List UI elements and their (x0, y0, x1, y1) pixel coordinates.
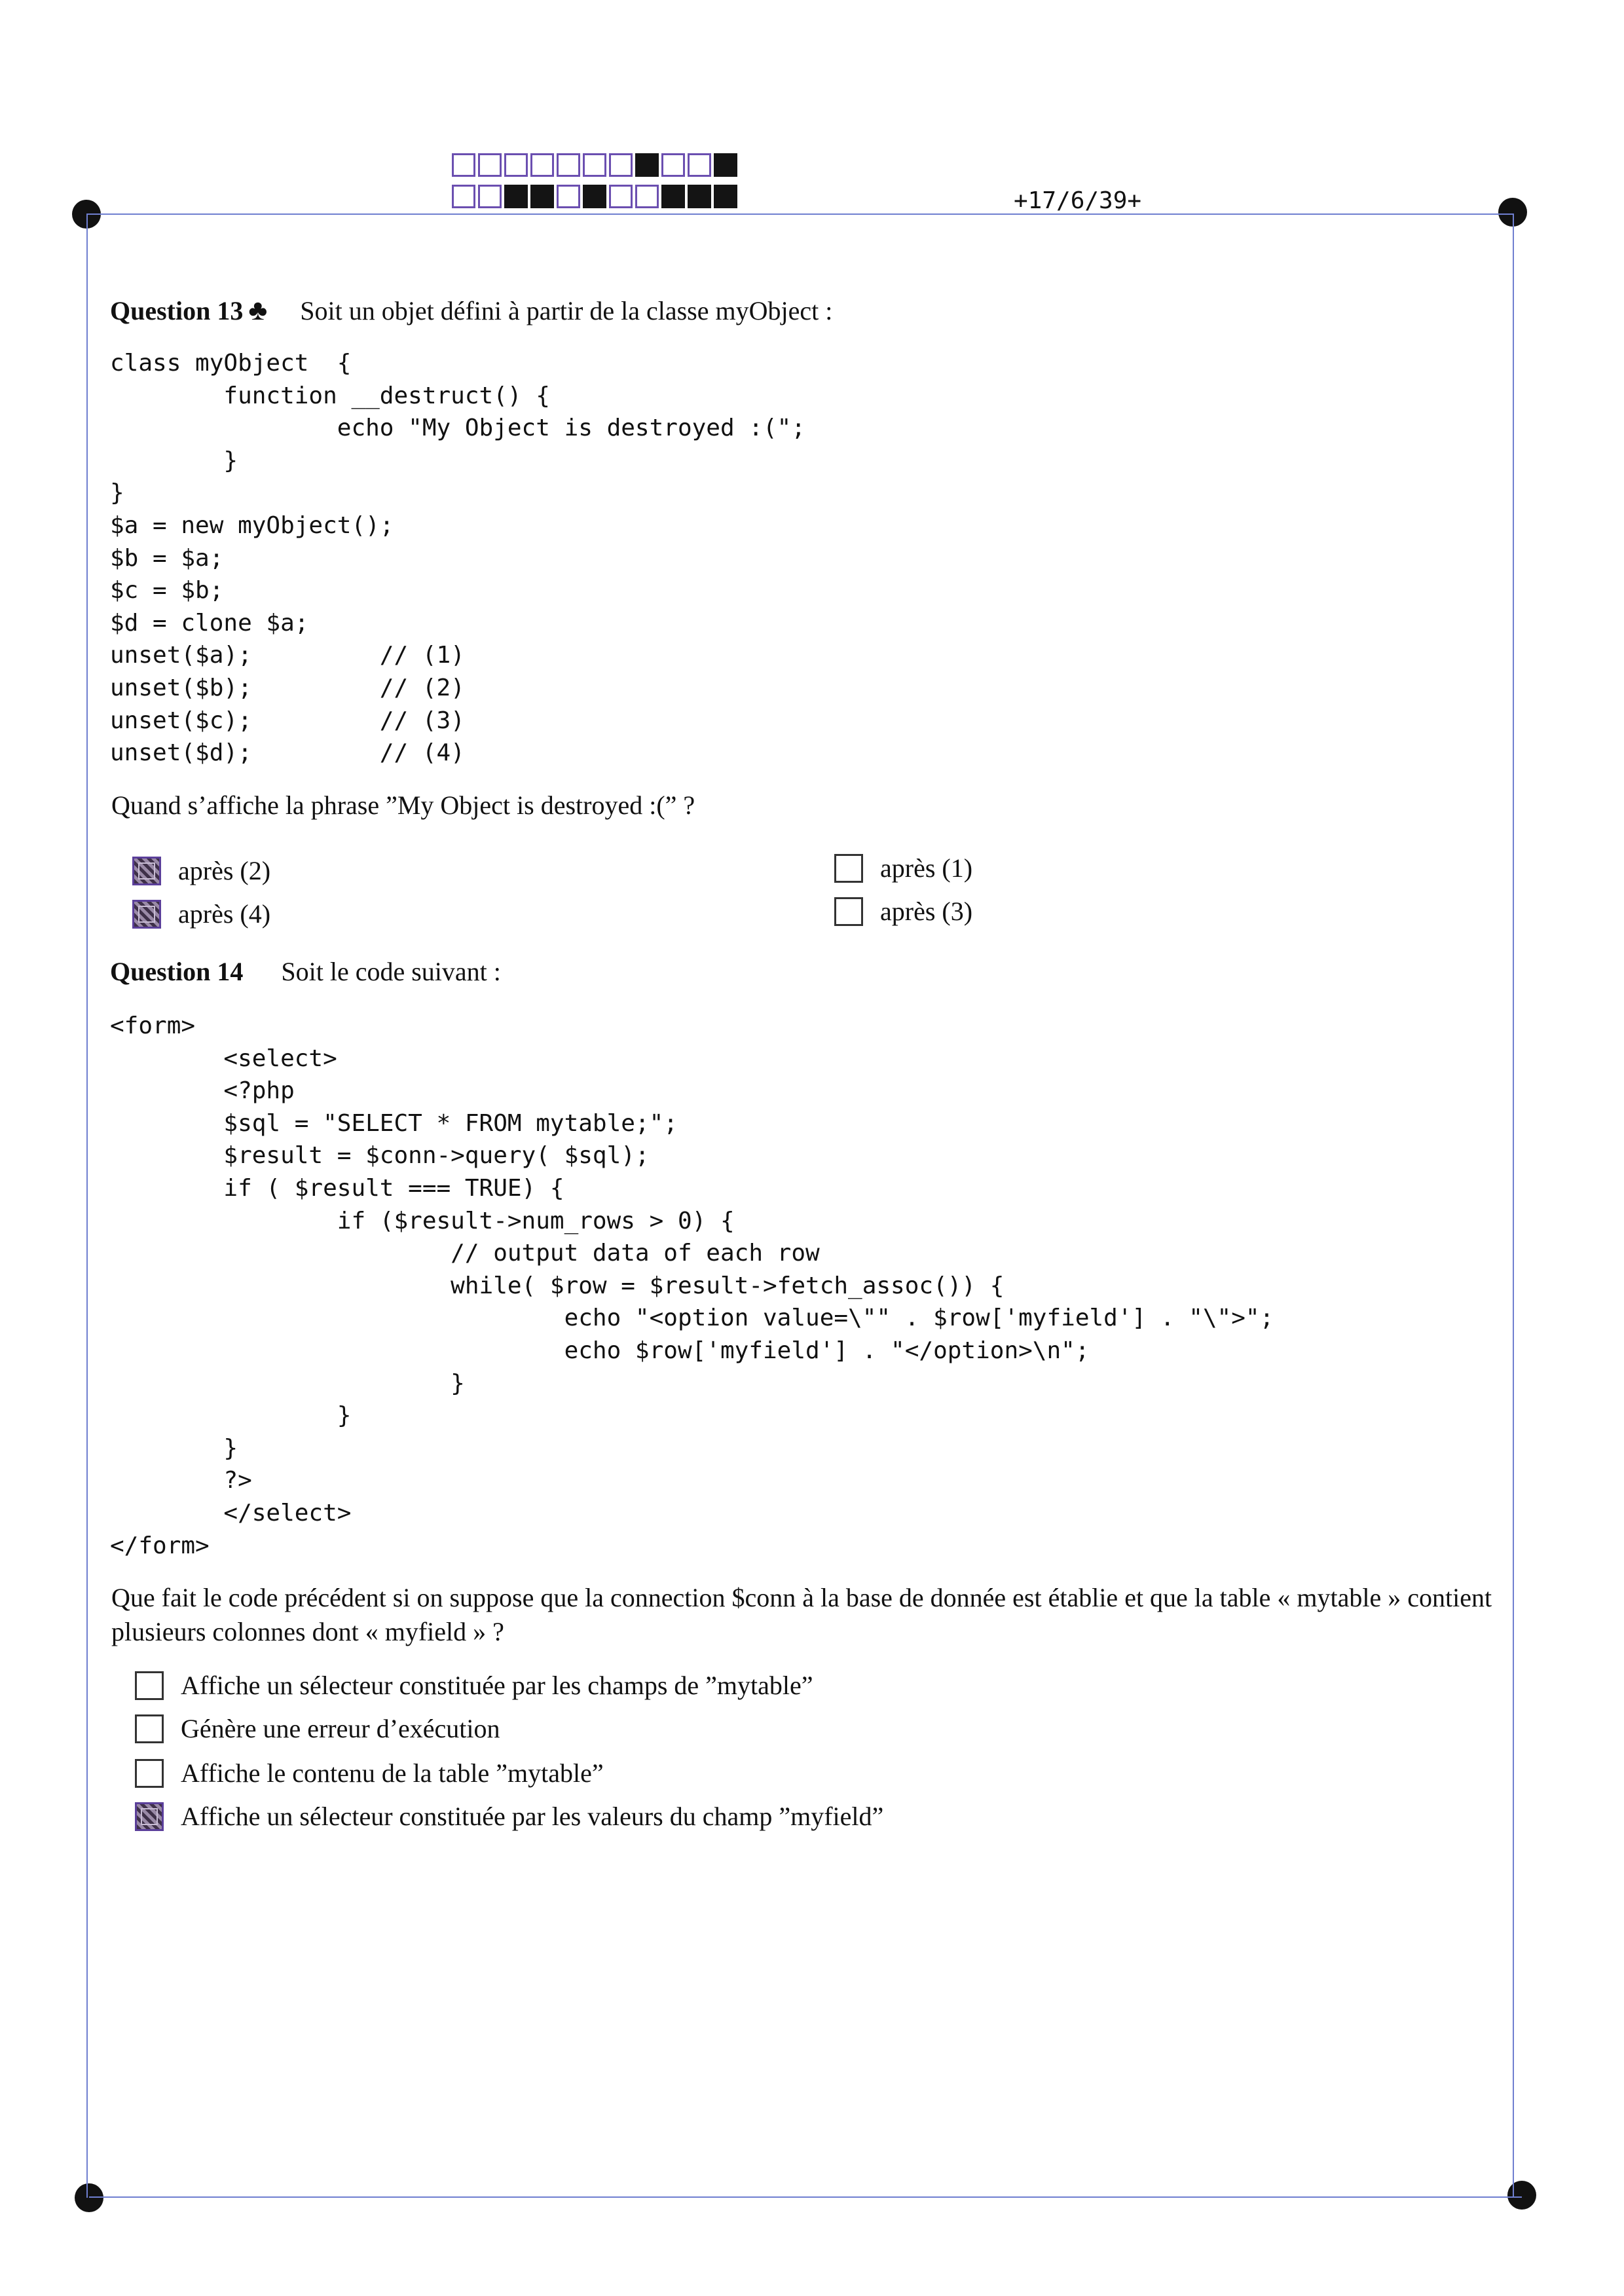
id-code-cell (609, 153, 633, 177)
q14-choice-selecteur-valeurs[interactable] (135, 1801, 883, 1832)
corner-mark-bottom-left (75, 2183, 103, 2212)
q13-choice-apres-4[interactable] (132, 898, 270, 929)
choice-label: après (3) (880, 897, 973, 926)
corner-mark-bottom-right (1507, 2181, 1536, 2210)
id-code-cell (504, 153, 528, 177)
id-code-cell-filled (714, 153, 737, 177)
id-code-cell-filled (583, 185, 606, 208)
id-code-cell (661, 153, 685, 177)
choice-label: après (2) (178, 856, 271, 885)
id-code-cell (557, 153, 580, 177)
id-code-cell (478, 185, 502, 208)
q13-choice-apres-2[interactable] (132, 855, 270, 886)
question-14-code: <form> <select> <?php $sql = "SELECT * FROM mytable;"; $result = $conn->query( $sql); if ( $result === TRUE) { if ($result->num_rows > 0) { // output data of each row while( $row = $result->fetch_assoc()) { echo "<option value=\"" . $row['myfield'] . "\">"; echo $row['myfield'] . "</option>\n"; } } } ?> </select> </form> (110, 1012, 1274, 1559)
id-code-cell (452, 185, 475, 208)
id-code-cell-filled (688, 185, 711, 208)
id-code-row-2 (452, 185, 740, 211)
checkbox-checked[interactable] (132, 857, 161, 885)
id-code-cell-filled (504, 185, 528, 208)
id-code-cell (530, 153, 554, 177)
checkbox-checked[interactable] (132, 900, 161, 929)
id-code-cell-filled (661, 185, 685, 208)
question-13-code: class myObject { function __destruct() { echo "My Object is destroyed :("; } } $a = new myObject(); $b = $a; $c = $b; $d = clone $a; unset($a); // (1) unset($b); // (2) unset($c); // (3) unset($d); // (4) (110, 350, 806, 767)
frame-right-line (1513, 213, 1514, 2196)
checkbox-checked[interactable] (135, 1802, 164, 1831)
q14-choice-erreur-execution[interactable] (135, 1713, 500, 1744)
q14-choice-contenu-table[interactable] (135, 1758, 604, 1788)
id-code-cell (688, 153, 711, 177)
choice-label: Affiche un sélecteur constituée par les valeurs du champ ”myfield” (181, 1802, 884, 1831)
id-code-cell (609, 185, 633, 208)
checkbox[interactable] (135, 1714, 164, 1743)
id-code-cell (557, 185, 580, 208)
question-13-prompt: Soit un objet défini à partir de la classe myObject : (300, 296, 833, 325)
frame-top-line (86, 213, 1513, 215)
choice-label: Génère une erreur d’exécution (181, 1714, 500, 1743)
choice-label: après (1) (880, 853, 973, 883)
question-14-prompt: Soit le code suivant : (281, 957, 501, 986)
id-code-row-1 (452, 153, 740, 179)
q14-choice-selecteur-champs[interactable] (135, 1670, 813, 1701)
frame-bottom-line (89, 2196, 1522, 2198)
page-id: +17/6/39+ (1014, 187, 1142, 214)
question-13-question: Quand s’affiche la phrase ”My Object is destroyed :(” ? (111, 790, 695, 820)
checkbox[interactable] (834, 854, 863, 883)
q13-choice-apres-3[interactable] (834, 896, 972, 927)
id-code-cell (583, 153, 606, 177)
id-code-cell-filled (530, 185, 554, 208)
q13-choice-apres-1[interactable] (834, 853, 972, 883)
choice-label: Affiche le contenu de la table ”mytable” (181, 1758, 604, 1788)
question-14-question: Que fait le code précédent si on suppose que la connection $conn à la base de donnée est établie et que la table « mytable » contient plusieurs colonnes dont « myfield » ? (111, 1583, 1492, 1646)
checkbox[interactable] (135, 1671, 164, 1700)
question-13-number: Question 13 (110, 296, 244, 325)
id-code-cell (478, 153, 502, 177)
question-13-title (110, 293, 832, 327)
frame-left-line (86, 213, 88, 2198)
checkbox[interactable] (135, 1759, 164, 1788)
choice-label: après (4) (178, 899, 271, 929)
id-code-cell-filled (635, 153, 659, 177)
id-code-cell (635, 185, 659, 208)
id-code-cell-filled (714, 185, 737, 208)
checkbox[interactable] (834, 897, 863, 926)
club-icon: ♣ (248, 294, 268, 326)
question-14-number: Question 14 (110, 957, 244, 986)
id-code-cell (452, 153, 475, 177)
choice-label: Affiche un sélecteur constituée par les champs de ”mytable” (181, 1671, 813, 1700)
question-14-title (110, 956, 501, 987)
